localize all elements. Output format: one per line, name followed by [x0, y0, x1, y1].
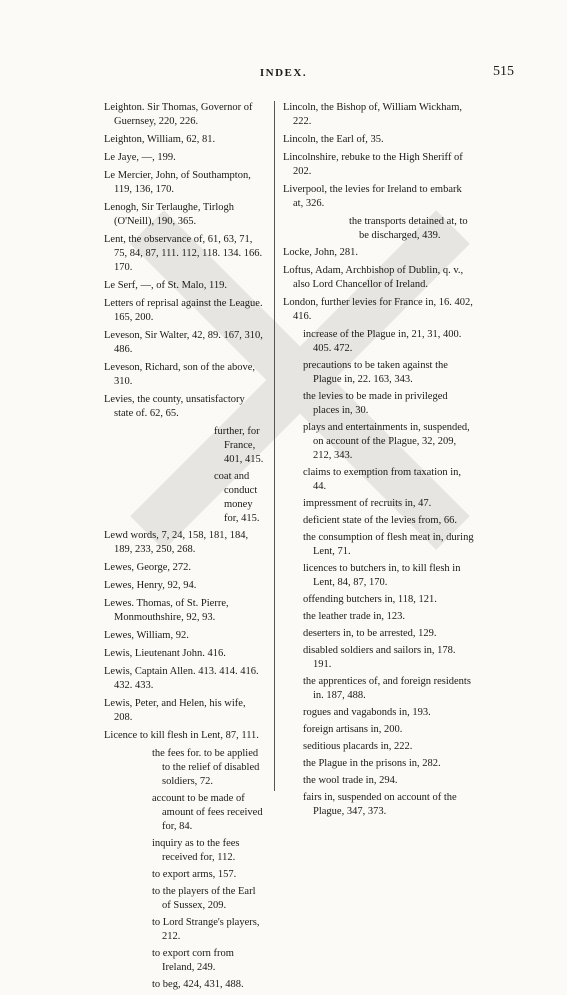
index-subentry: plays and entertainments in, suspended, on account of the Plague, 32, 209, 212, 343.	[303, 422, 470, 461]
index-entry: Licence to kill flesh in Lent, 87, 111.	[104, 730, 259, 741]
index-subentry: the apprentices of, and foreign residents in. 187, 488.	[303, 676, 471, 701]
index-subentry: seditious placards in, 222.	[303, 741, 413, 752]
running-title: INDEX.	[259, 67, 308, 79]
index-subentry: to export arms, 157.	[152, 869, 237, 880]
index-subentry: further, for France, 401, 415.	[214, 426, 264, 465]
index-entry: Lewis, Captain Allen. 413. 414. 416. 432. 433.	[104, 666, 259, 691]
page-number: 515	[493, 64, 514, 79]
index-entry: Lincolnshire, rebuke to the High Sheriff of 202.	[283, 152, 463, 177]
index-subentry: disabled soldiers and sailors in, 178. 191.	[303, 645, 456, 670]
index-subentry: the fees for. to be applied to the relief of disabled soldiers, 72.	[152, 748, 260, 787]
index-entry: Lewis, Peter, and Helen, his wife, 208.	[104, 698, 246, 723]
index-entry: Lewes, George, 272.	[104, 562, 191, 573]
index-subentry: to Lord Strange's players, 212.	[152, 917, 260, 942]
index-entry: Loftus, Adam, Archbishop of Dublin, q. v., also Lord Chancellor of Ireland.	[283, 265, 464, 290]
index-subentry: impressment of recruits in, 47.	[303, 498, 432, 509]
index-entry: Leveson, Sir Walter, 42, 89. 167, 310, 486.	[104, 330, 263, 355]
index-subentry: deserters in, to be arrested, 129.	[303, 628, 437, 639]
index-subentry: the leather trade in, 123.	[303, 611, 406, 622]
index-subentry: rogues and vagabonds in, 193.	[303, 707, 431, 718]
index-subentry: inquiry as to the fees received for, 112.	[152, 838, 240, 863]
index-subentry: precautions to be taken against the Plague in, 22. 163, 343.	[303, 360, 448, 385]
index-entry: Lincoln, the Earl of, 35.	[283, 134, 384, 145]
index-entry: Lewd words, 7, 24, 158, 181, 184, 189, 233, 250, 268.	[104, 530, 249, 555]
index-subentry: deficient state of the levies from, 66.	[303, 515, 457, 526]
index-subentry: coat and conduct money for, 415.	[214, 471, 260, 524]
column-divider	[274, 101, 275, 791]
index-entry: Levies, the county, unsatisfactory state of. 62, 65.	[104, 394, 245, 419]
index-entry: Lewes, William, 92.	[104, 630, 189, 641]
index-subentry: offending butchers in, 118, 121.	[303, 594, 437, 605]
index-subentry: foreign artisans in, 200.	[303, 724, 403, 735]
index-entry: Le Mercier, John, of Southampton, 119, 136, 170.	[104, 170, 251, 195]
index-entry: Leighton. Sir Thomas, Governor of Guernsey, 220, 226.	[104, 102, 253, 127]
index-subentry: the transports detained at, to be discharged, 439.	[349, 216, 468, 241]
index-entry: Lewes, Henry, 92, 94.	[104, 580, 197, 591]
index-subentry: to export corn from Ireland, 249.	[152, 948, 234, 973]
index-entry: Leveson, Richard, son of the above, 310.	[104, 362, 256, 387]
index-subentry: the Plague in the prisons in, 282.	[303, 758, 441, 769]
index-entry: Liverpool, the levies for Ireland to embark at, 326.	[283, 184, 462, 209]
index-entry: Lewes. Thomas, of St. Pierre, Monmouthshire, 92, 93.	[104, 598, 229, 623]
index-entry: Le Jaye, —, 199.	[104, 152, 176, 163]
index-entry: Letters of reprisal against the League. 165, 200.	[104, 298, 263, 323]
index-subentry: licences to butchers in, to kill flesh in Lent, 84, 87, 170.	[303, 563, 461, 588]
index-entry: Lewis, Lieutenant John. 416.	[104, 648, 226, 659]
index-subentry: the consumption of flesh meat in, during Lent, 71.	[303, 532, 474, 557]
index-subentry: increase of the Plague in, 21, 31, 400. 405. 472.	[303, 329, 462, 354]
index-entry: Lent, the observance of, 61, 63, 71, 75, 84, 87, 111. 112, 118. 134. 166. 170.	[104, 234, 263, 273]
index-subentry: fairs in, suspended on account of the Plague, 347, 373.	[303, 792, 457, 817]
index-entry: Lincoln, the Bishop of, William Wickham, 222.	[283, 102, 462, 127]
index-entry: Leighton, William, 62, 81.	[104, 134, 216, 145]
index-subentry: account to be made of amount of fees received for, 84.	[152, 793, 263, 832]
left-column	[104, 101, 264, 995]
index-entry: London, further levies for France in, 16. 402, 416.	[283, 297, 473, 322]
index-subentry: to beg, 424, 431, 488.	[152, 979, 244, 990]
right-column	[283, 101, 474, 822]
index-entry: Lenogh, Sir Terlaughe, Tirlogh (O'Neill), 190, 365.	[104, 202, 235, 227]
index-subentry: the levies to be made in privileged places in, 30.	[303, 391, 448, 416]
index-entry: Locke, John, 281.	[283, 247, 358, 258]
page-header	[0, 64, 567, 84]
index-subentry: to the players of the Earl of Sussex, 209.	[152, 886, 256, 911]
index-subentry: the wool trade in, 294.	[303, 775, 398, 786]
index-entry: Le Serf, —, of St. Malo, 119.	[104, 280, 227, 291]
index-subentry: claims to exemption from taxation in, 44.	[303, 467, 462, 492]
